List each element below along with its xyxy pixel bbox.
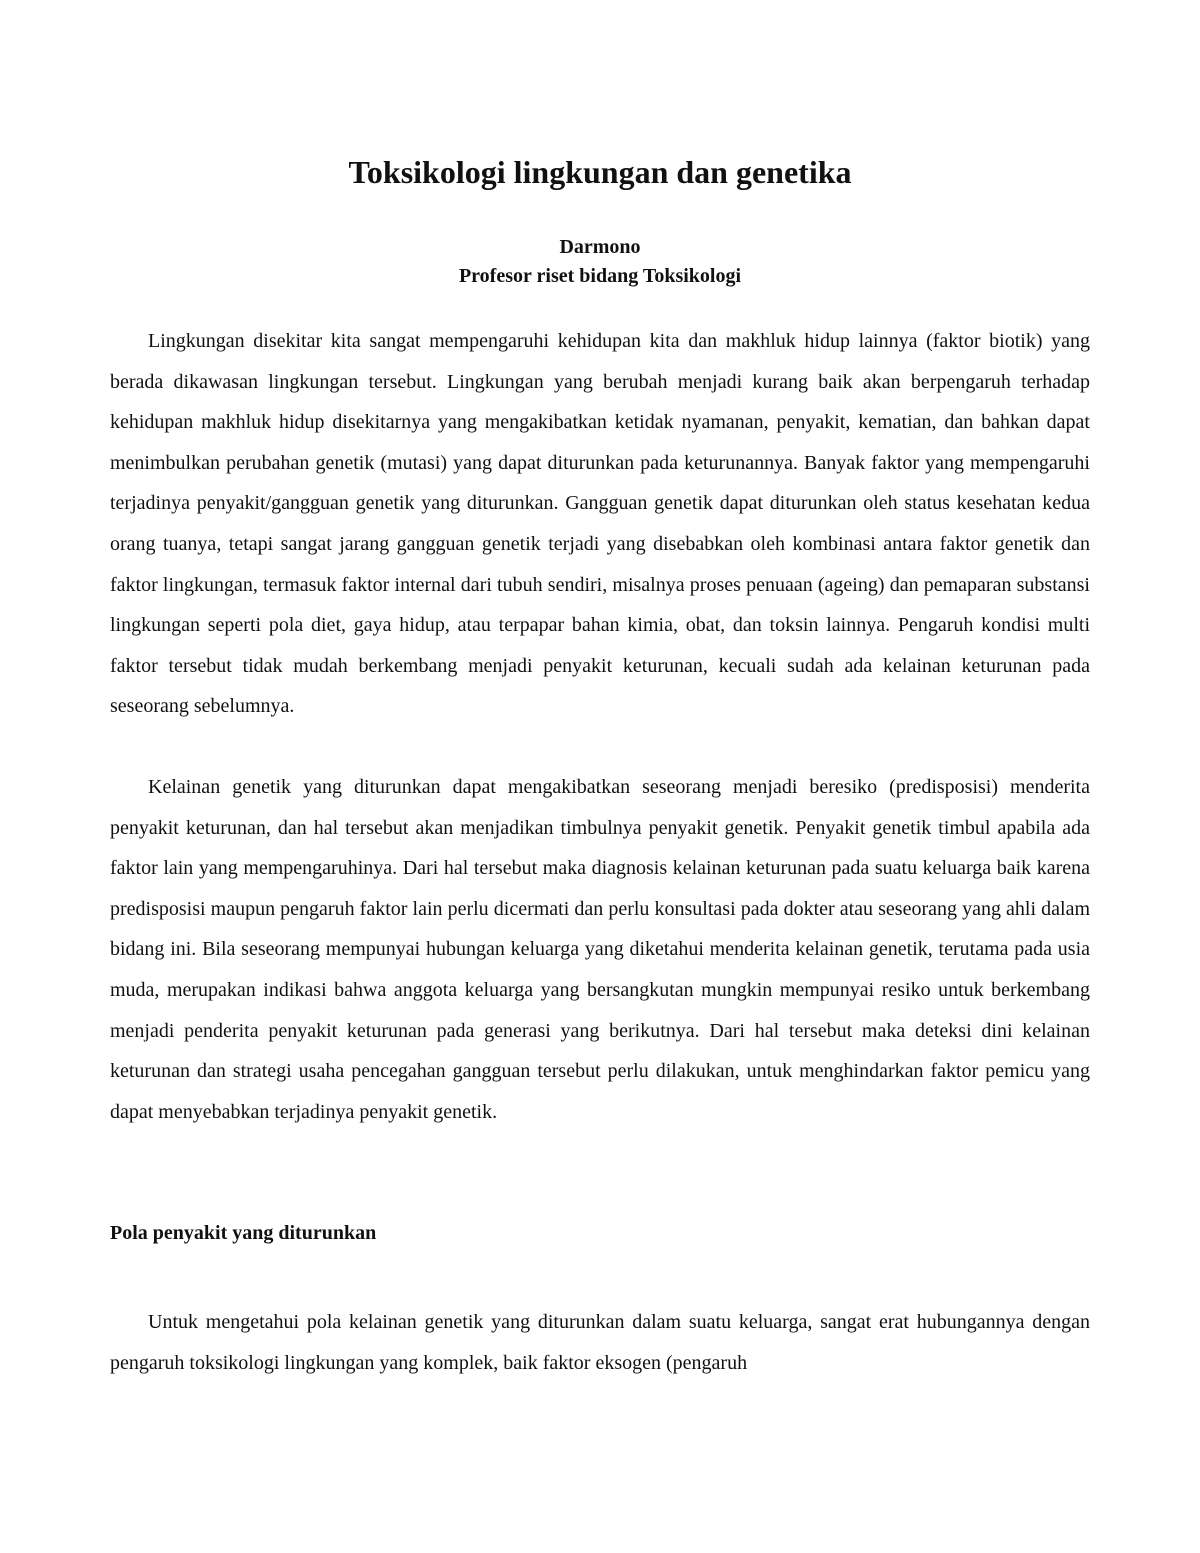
body-paragraph: Lingkungan disekitar kita sangat mempengaruhi kehidupan kita dan makhluk hidup lainnya (faktor biotik) yang berada dikawasan lingkungan tersebut. Lingkungan yang berubah menjadi kurang baik akan berpengaruh terhadap kehidupan makhluk hidup disekitarnya yang mengakibatkan ketidak nyamanan, penyakit, kematian, dan bahkan dapat menimbulkan perubahan genetik (mutasi) yang dapat diturunkan pada keturunannya. Banyak faktor yang mempengaruhi terjadinya penyakit/gangguan genetik yang diturunkan. Gangguan genetik dapat diturunkan oleh status kesehatan kedua orang tuanya, tetapi sangat jarang gangguan genetik terjadi yang disebabkan oleh kombinasi antara faktor genetik dan faktor lingkungan, termasuk faktor internal dari tubuh sendiri, misalnya proses penuaan (ageing) dan pemaparan substansi lingkungan seperti pola diet, gaya hidup, atau terpapar bahan kimia, obat, dan toksin lainnya. Pengaruh kondisi multi faktor tersebut tidak mudah berkembang menjadi penyakit keturunan, kecuali sudah ada kelainan keturunan pada seseorang sebelumnya. bbox=[110, 330, 1090, 718]
document-title: Toksikologi lingkungan dan genetika bbox=[348, 154, 852, 190]
body-paragraph: Kelainan genetik yang diturunkan dapat mengakibatkan seseorang menjadi beresiko (predisposisi) menderita penyakit keturunan, dan hal tersebut akan menjadikan timbulnya penyakit genetik. Penyakit genetik timbul apabila ada faktor lain yang mempengaruhinya. Dari hal tersebut maka diagnosis kelainan keturunan pada suatu keluarga baik karena predisposisi maupun pengaruh faktor lain perlu dicermati dan perlu konsultasi pada dokter atau seseorang yang ahli dalam bidang ini. Bila seseorang mempunyai hubungan keluarga yang diketahui menderita kelainan genetik, terutama pada usia muda, merupakan indikasi bahwa anggota keluarga yang bersangkutan mungkin mempunyai resiko untuk berkembang menjadi penderita penyakit keturunan pada generasi yang berikutnya. Dari hal tersebut maka deteksi dini kelainan keturunan dan strategi usaha pencegahan gangguan tersebut perlu dilakukan, untuk menghindarkan faktor pemicu yang dapat menyebabkan terjadinya penyakit genetik. bbox=[110, 776, 1090, 1123]
author-name: Darmono bbox=[559, 236, 641, 258]
section-heading: Pola penyakit yang diturunkan bbox=[110, 1222, 377, 1244]
author-affiliation: Profesor riset bidang Toksikologi bbox=[458, 265, 742, 287]
author-block bbox=[110, 233, 1090, 291]
body-paragraph: Untuk mengetahui pola kelainan genetik yang diturunkan dalam suatu keluarga, sangat erat hubungannya dengan pengaruh toksikologi lingkungan yang komplek, baik faktor eksogen (pengaruh bbox=[110, 1311, 1090, 1374]
